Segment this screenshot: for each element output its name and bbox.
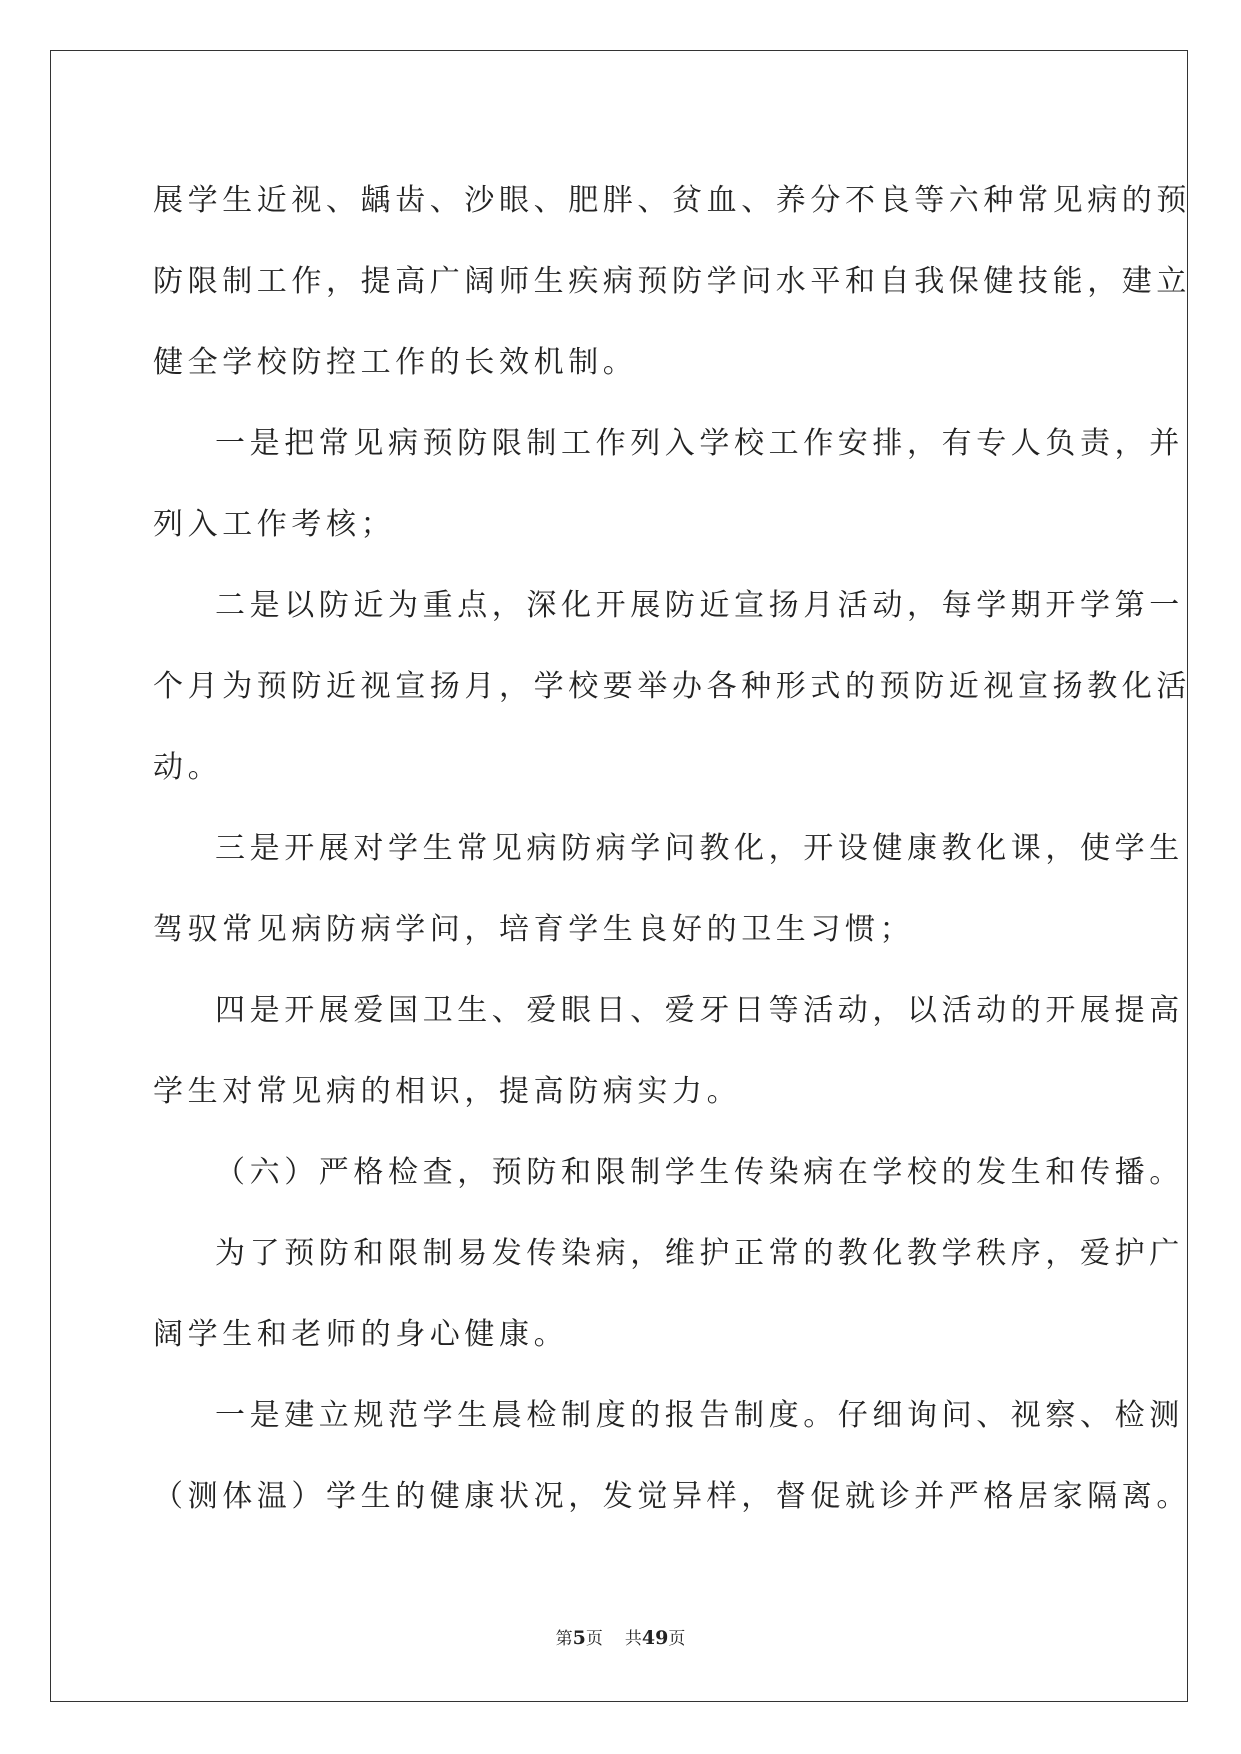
text-line-2: 防限制工作，提高广阔师生疾病预防学问水平和自我保健技能，建立 (153, 264, 1191, 299)
text-line-15: 阔学生和老师的身心健康。 (153, 1317, 569, 1352)
section-heading: （六）严格检查，预防和限制学生传染病在学校的发生和传播。 (215, 1155, 1184, 1190)
text-line-6: 二是以防近为重点，深化开展防近宣扬月活动，每学期开学第一 (215, 588, 1184, 623)
text-line-7: 个月为预防近视宣扬月，学校要举办各种形式的预防近视宣扬教化活 (153, 669, 1191, 704)
total-suffix: 页 (668, 1629, 686, 1649)
page-footer (0, 1624, 1241, 1649)
page-suffix: 页 (585, 1629, 603, 1649)
text-line-3: 健全学校防控工作的长效机制。 (153, 345, 638, 380)
page-number: 5 (572, 1627, 586, 1649)
text-line-14: 为了预防和限制易发传染病，维护正常的教化教学秩序，爱护广 (215, 1236, 1184, 1271)
text-line-5: 列入工作考核； (153, 507, 396, 542)
text-line-10: 驾驭常见病防病学问，培育学生良好的卫生习惯； (153, 912, 915, 947)
text-line-16: 一是建立规范学生晨检制度的报告制度。仔细询问、视察、检测 (215, 1398, 1184, 1433)
total-prefix: 共 (624, 1629, 642, 1649)
text-line-8: 动。 (153, 750, 223, 785)
page-prefix: 第 (555, 1629, 573, 1649)
text-line-1: 展学生近视、龋齿、沙眼、肥胖、贫血、养分不良等六种常见病的预 (153, 183, 1191, 218)
text-line-11: 四是开展爱国卫生、爱眼日、爱牙日等活动，以活动的开展提高 (215, 993, 1184, 1028)
text-line-17: （测体温）学生的健康状况，发觉异样，督促就诊并严格居家隔离。 (153, 1479, 1191, 1514)
text-line-9: 三是开展对学生常见病防病学问教化，开设健康教化课，使学生 (215, 831, 1184, 866)
text-line-4: 一是把常见病预防限制工作列入学校工作安排，有专人负责，并 (215, 426, 1184, 461)
total-pages: 49 (641, 1627, 669, 1649)
document-body (153, 160, 1191, 1537)
text-line-12: 学生对常见病的相识，提高防病实力。 (153, 1074, 742, 1109)
